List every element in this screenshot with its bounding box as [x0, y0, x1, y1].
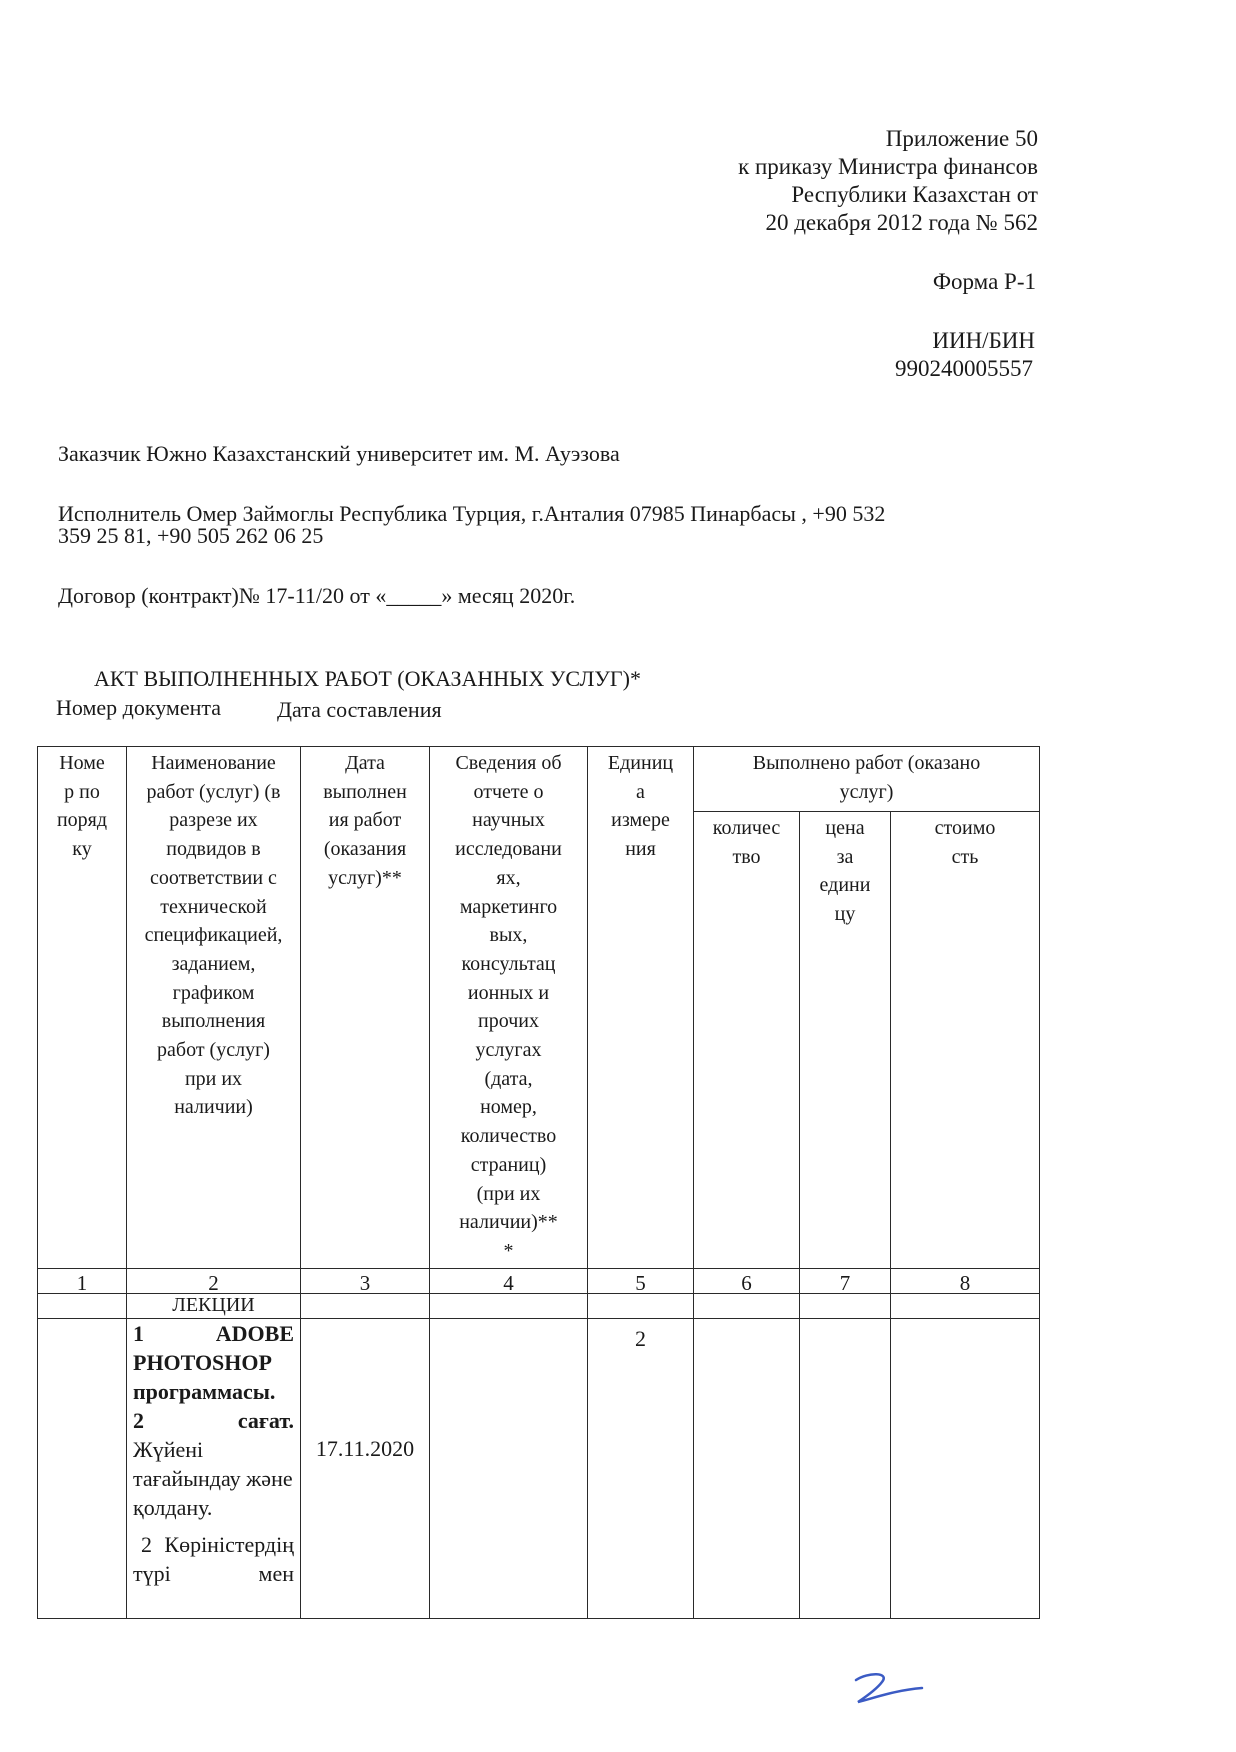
form-label: Форма Р-1 — [932, 269, 1036, 294]
section-cell-empty — [694, 1293, 800, 1318]
work-title-line: 2 сағат. — [133, 1407, 294, 1433]
column-number: 5 — [588, 1268, 694, 1293]
work-title-line: программасы. — [133, 1378, 276, 1404]
table-row — [38, 1318, 1040, 1618]
row-cost — [891, 1318, 1040, 1618]
header-report-info: Сведения об отчете о научных исследовани ях, маркетинго вых, консультац ионных и прочих услугах (дата, номер, количество страниц) (при их наличии)** * — [430, 747, 588, 1269]
document-date-label: Дата составления — [277, 697, 442, 722]
header-order-number: Номе р по поряд ку — [38, 747, 127, 1269]
contract-line: Договор (контракт)№ 17-11/20 от «_____» месяц 2020г. — [58, 583, 576, 608]
header-work-name: Наименование работ (услуг) (в разрезе их подвидов в соответствии с технической спецификацией, заданием, графиком выполнения работ (услуг) при их наличии) — [127, 747, 301, 1269]
row-work-name — [127, 1318, 301, 1618]
column-number: 2 — [127, 1268, 301, 1293]
work-description: Жүйені тағайындау және қолдану. — [133, 1436, 293, 1520]
column-number: 4 — [430, 1268, 588, 1293]
section-title: ЛЕКЦИИ — [127, 1293, 301, 1318]
column-number: 8 — [891, 1268, 1040, 1293]
act-table — [37, 746, 1040, 1619]
column-number: 1 — [38, 1268, 127, 1293]
row-order-number — [38, 1318, 127, 1618]
column-number: 7 — [800, 1268, 891, 1293]
appendix-line-1: Приложение 50 — [885, 126, 1038, 151]
header-unit: Единиц а измере ния — [588, 747, 694, 1269]
iin-value: 990240005557 — [895, 356, 1033, 381]
act-title: АКТ ВЫПОЛНЕННЫХ РАБОТ (ОКАЗАННЫХ УСЛУГ)* — [94, 666, 641, 691]
customer-line: Заказчик Южно Казахстанский университет им. М. Ауэзова — [58, 441, 620, 466]
contractor-line-1: Исполнитель Омер Займоглы Республика Турция, г.Анталия 07985 Пинарбасы , +90 532 — [58, 501, 886, 526]
section-cell-empty — [588, 1293, 694, 1318]
section-cell-empty — [301, 1293, 430, 1318]
header-unit-price: цена за едини цу — [800, 812, 891, 1269]
document-number-label: Номер документа — [56, 695, 222, 720]
header-cost: стоимо сть — [891, 812, 1040, 1269]
contractor-line-2: 359 25 81, +90 505 262 06 25 — [58, 523, 324, 548]
column-number: 3 — [301, 1268, 430, 1293]
row-report-info — [430, 1318, 588, 1618]
section-cell-empty — [800, 1293, 891, 1318]
work-title-line: 1 ADOBE — [133, 1320, 294, 1346]
section-cell-empty — [430, 1293, 588, 1318]
column-number: 6 — [694, 1268, 800, 1293]
appendix-line-3: Республики Казахстан от — [791, 182, 1038, 207]
signature-mark — [850, 1668, 930, 1708]
section-cell-empty — [38, 1293, 127, 1318]
header-quantity: количес тво — [694, 812, 800, 1269]
row-work-date: 17.11.2020 — [301, 1318, 430, 1618]
row-quantity — [694, 1318, 800, 1618]
section-cell-empty — [891, 1293, 1040, 1318]
row-unit: 2 — [588, 1318, 694, 1618]
iin-label: ИИН/БИН — [932, 328, 1035, 353]
work-description: 2 Көріністердің түрі мен — [133, 1531, 294, 1586]
work-title-line: PHOTOSHOP — [133, 1349, 272, 1375]
appendix-line-4: 20 декабря 2012 года № 562 — [765, 210, 1038, 235]
row-unit-price — [800, 1318, 891, 1618]
appendix-line-2: к приказу Министра финансов — [738, 154, 1038, 179]
header-work-date: Дата выполнен ия работ (оказания услуг)** — [301, 747, 430, 1269]
header-completed-group: Выполнено работ (оказано услуг) — [694, 747, 1040, 812]
